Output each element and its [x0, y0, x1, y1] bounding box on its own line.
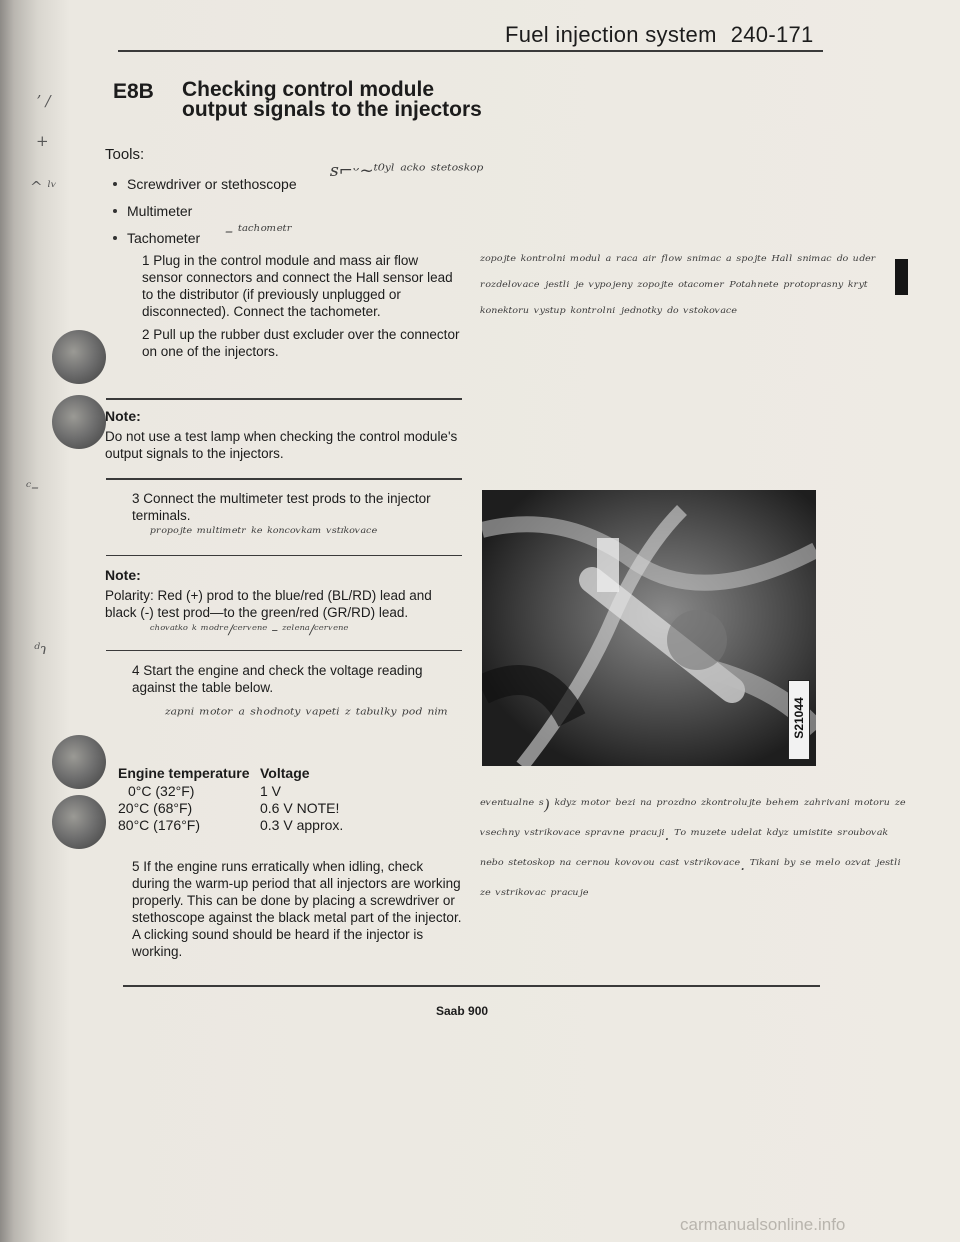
note-rule: [106, 478, 462, 480]
handwritten-annotation: ᶻᵒᵖᵒʲᵗᵉ ᵏᵒⁿᵗʳᵒˡⁿⁱ ᵐᵒᵈᵘˡ ᵃ ʳᵃᶜᵃ ᵃⁱʳ ᶠˡᵒʷ ˢⁿⁱᵐᵃᶜ ᵃ ˢᵖᵒʲᵗᵉ ᴴᵃˡˡ ˢⁿⁱᵐᵃᶜ ᵈᵒ ᵘᵈᵉʳ ʳᵒᶻᵈᵉˡᵒᵛᵃᶜᵉ ʲᵉˢᵗˡⁱ ʲᵉ ᵛʸᵖᵒʲᵉⁿʸ ᶻᵒᵖᵒʲᵗᵉ ᵒᵗᵃᶜᵒᵐᵉʳ ᴾᵒᵗᵃʰⁿᵉᵗᵉ ᵖʳᵒᵗᵒᵖʳᵃˢⁿʸ ᵏʳʸᵗ ᵏᵒⁿᵉᵏᵗᵒʳᵘ ᵛʸˢᵗᵘᵖ ᵏᵒⁿᵗʳᵒˡⁿⁱ ʲᵉᵈⁿᵒᵗᵏʸ ᵈᵒ ᵛˢᵗᵒᵏᵒᵛᵃᶜᵉ: [480, 252, 876, 322]
step-2: 2 Pull up the rubber dust excluder over the connector on one of the injectors.: [142, 327, 460, 359]
footer-rule: [123, 985, 820, 987]
margin-handwriting: ʼ /: [36, 92, 51, 110]
photo-reference-label: S21044: [788, 680, 810, 760]
table-cell-temperature: 0°C (32°F): [128, 783, 195, 799]
handwritten-annotation: ᵖʳᵒᵖᵒʲᵗᵉ ᵐᵘˡᵗⁱᵐᵉᵗʳ ᵏᵉ ᵏᵒⁿᶜᵒᵛᵏᵃᵐ ᵛˢᵗᶦᵏᵒᵛᵃᶜᵉ: [150, 524, 378, 542]
header-page-number: 240-171: [730, 22, 814, 47]
handwritten-annotation: – ᵗᵃᶜʰᵒᵐᵉᵗʳ: [225, 221, 293, 240]
note-rule: [106, 650, 462, 651]
tools-label: Tools:: [105, 146, 145, 163]
header-title: Fuel injection system: [505, 22, 717, 47]
watermark: carmanualsonline.info: [680, 1215, 846, 1234]
binder-ring: [52, 330, 106, 384]
step-3: 3 Connect the multimeter test prods to the injector terminals.: [132, 491, 431, 523]
step-4: 4 Start the engine and check the voltage reading against the table below.: [132, 663, 423, 695]
handwritten-annotation: ᵉᵛᵉⁿᵗᵘᵃˡⁿᵉ ˢ) ᵏᵈʸᶻ ᵐᵒᵗᵒʳ ᵇᵉᶻⁱ ⁿᵃ ᵖʳᵒᶻᵈⁿᵒ ᶻᵏᵒⁿᵗʳᵒˡᵘʲᵗᵉ ᵇᵉʰᵉᵐ ᶻᵃʰʳⁱᵛᵃⁿⁱ ᵐᵒᵗᵒʳᵘ ᶻᵉ ᵛˢᵉᶜʰⁿʸ ᵛˢᵗʳⁱᵏᵒᵛᵃᶜᵉ ˢᵖʳᵃᵛⁿᵉ ᵖʳᵃᶜᵘʲⁱ. ᵀᵒ ᵐᵘᶻᵉᵗᵉ ᵘᵈᵉˡᵃᵗ ᵏᵈʸᶻ ᵘᵐⁱˢᵗⁱᵗᵉ ˢʳᵒᵘᵇᵒᵛᵃᵏ ⁿᵉᵇᵒ ˢᵗᵉᵗᵒˢᵏᵒᵖ ⁿᵃ ᶜᵉʳⁿᵒᵘ ᵏᵒᵛᵒᵛᵒᵘ ᶜᵃˢᵗ ᵛˢᵗʳⁱᵏᵒᵛᵃᶜᵉ. ᵀⁱᵏᵃⁿⁱ ᵇʸ ˢᵉ ᵐᵉˡᵒ ᵒᶻᵛᵃᵗ ʲᵉˢᵗˡⁱ ᶻᵉ ᵛˢᵗʳⁱᵏᵒᵛᵃᶜ ᵖʳᵃᶜᵘʲᵉ: [480, 796, 906, 904]
table-header-voltage: Voltage: [260, 765, 310, 781]
margin-handwriting: ^ ˡᵛ: [30, 178, 57, 196]
note-rule: [106, 555, 462, 556]
header-rule: [118, 50, 823, 52]
handwritten-annotation: ꜱ⌐ᵕ~ᵗ⁰ʸˡ ᵃᶜᵏᵒ ˢᵗᵉᵗᵒˢᵏᵒᵖ: [330, 161, 484, 181]
binder-ring: [52, 795, 106, 849]
injector-photo-illustration: [482, 490, 816, 766]
binder-ring: [52, 395, 106, 449]
note-heading: Note:: [105, 567, 141, 583]
running-header: [505, 22, 828, 48]
tool-item: Screwdriver or stethoscope: [105, 176, 297, 192]
step-5: 5 If the engine runs erratically when idling, check during the warm-up period that all injectors are working properly. This can be done by placing a screwdriver or stethoscope against the black metal part of the injector. A clicking sound should be heard if the injector is working.: [132, 859, 462, 959]
handwritten-annotation: ᶻᵃᵖⁿⁱ ᵐᵒᵗᵒʳ ᵃ ˢʰᵒᵈⁿᵒᵗʸ ᵛᵃᵖᵉᵗⁱ ᶻ ᵗᵃᵇᵘˡᵏʸ ᵖᵒᵈ ⁿⁱᵐ: [165, 705, 449, 725]
note-rule: [106, 398, 462, 400]
note-heading: Note:: [105, 408, 141, 424]
footer-label: Saab 900: [436, 1004, 489, 1018]
tool-item: Multimeter: [105, 203, 192, 219]
margin-handwriting: +: [36, 132, 49, 150]
chapter-tab-marker: [895, 259, 908, 295]
margin-handwriting: ᵈɿ: [34, 640, 47, 658]
binder-ring: [52, 735, 106, 789]
tool-item: Tachometer: [105, 230, 200, 246]
table-cell-temperature: 80°C (176°F): [118, 817, 201, 833]
table-cell-voltage: 0.6 V NOTE!: [260, 800, 340, 816]
table-cell-voltage: 0.3 V approx.: [260, 817, 344, 833]
step-1: 1 Plug in the control module and mass air flow sensor connectors and connect the Hall sensor lead to the distributor (if previously unplugged or disconnected). Connect the tachometer.: [142, 253, 453, 319]
note-body: Polarity: Red (+) prod to the blue/red (BL/RD) lead and black (-) test prod—to the green/red (GR/RD) lead.: [105, 588, 432, 620]
handwritten-annotation: ᶜʰᵒᵛᵃᵗᵏᵒ ᵏ ᵐᵒᵈʳᵉ/ᶜᵉʳᵛᵉⁿᵉ – ᶻᵉˡᵉⁿᵃ/ᶜᵉʳᵛᵉⁿᵉ: [150, 623, 349, 638]
injector-photo: [482, 490, 816, 766]
margin-handwriting: ᶜ–: [26, 478, 39, 496]
table-cell-temperature: 20°C (68°F): [118, 800, 193, 816]
section-code: E8B: [113, 80, 154, 103]
table-header-temperature: Engine temperature: [118, 765, 250, 781]
table-cell-voltage: 1 V: [260, 783, 282, 799]
section-title: Checking control module output signals to the injectors: [182, 78, 482, 121]
note-body: Do not use a test lamp when checking the control module's output signals to the injectors.: [105, 429, 458, 461]
